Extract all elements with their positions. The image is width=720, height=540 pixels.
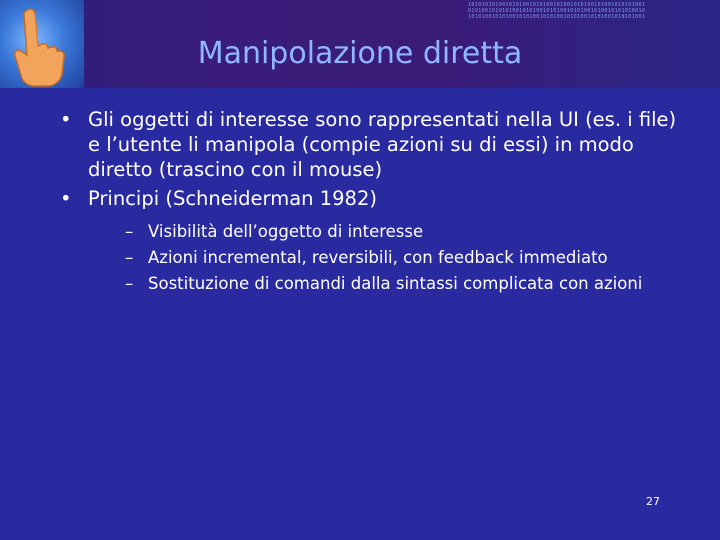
- page-number: 27: [646, 495, 660, 508]
- bullet-list: [58, 107, 688, 297]
- slide-content: [58, 107, 688, 301]
- sub-bullet-list: [88, 219, 688, 297]
- sub-bullet-item: – Visibilità dell’oggetto di interesse: [88, 219, 688, 245]
- sub-bullet-item: – Azioni incremental, reversibili, con feedback immediato: [88, 245, 688, 271]
- binary-decoration: 1010101010010101001010100101001010100101001010101001 0101001010101001010100101010010101001010010101010010 1010100101010010101001010100101010010101001010101001: [468, 2, 646, 20]
- bullet-item: [58, 186, 688, 297]
- bullet-text: Principi (Schneiderman 1982): [88, 187, 377, 210]
- slide-title: Manipolazione diretta: [197, 36, 523, 71]
- slide-header: [0, 0, 720, 88]
- bullet-item: [58, 107, 688, 182]
- sub-bullet-item: – Sostituzione di comandi dalla sintassi complicata con azioni: [88, 271, 688, 297]
- bullet-text: Gli oggetti di interesse sono rappresentati nella UI (es. i file) e l’utente li manipola (compie azioni su di essi) in modo diretto (trascino con il mouse): [88, 108, 677, 181]
